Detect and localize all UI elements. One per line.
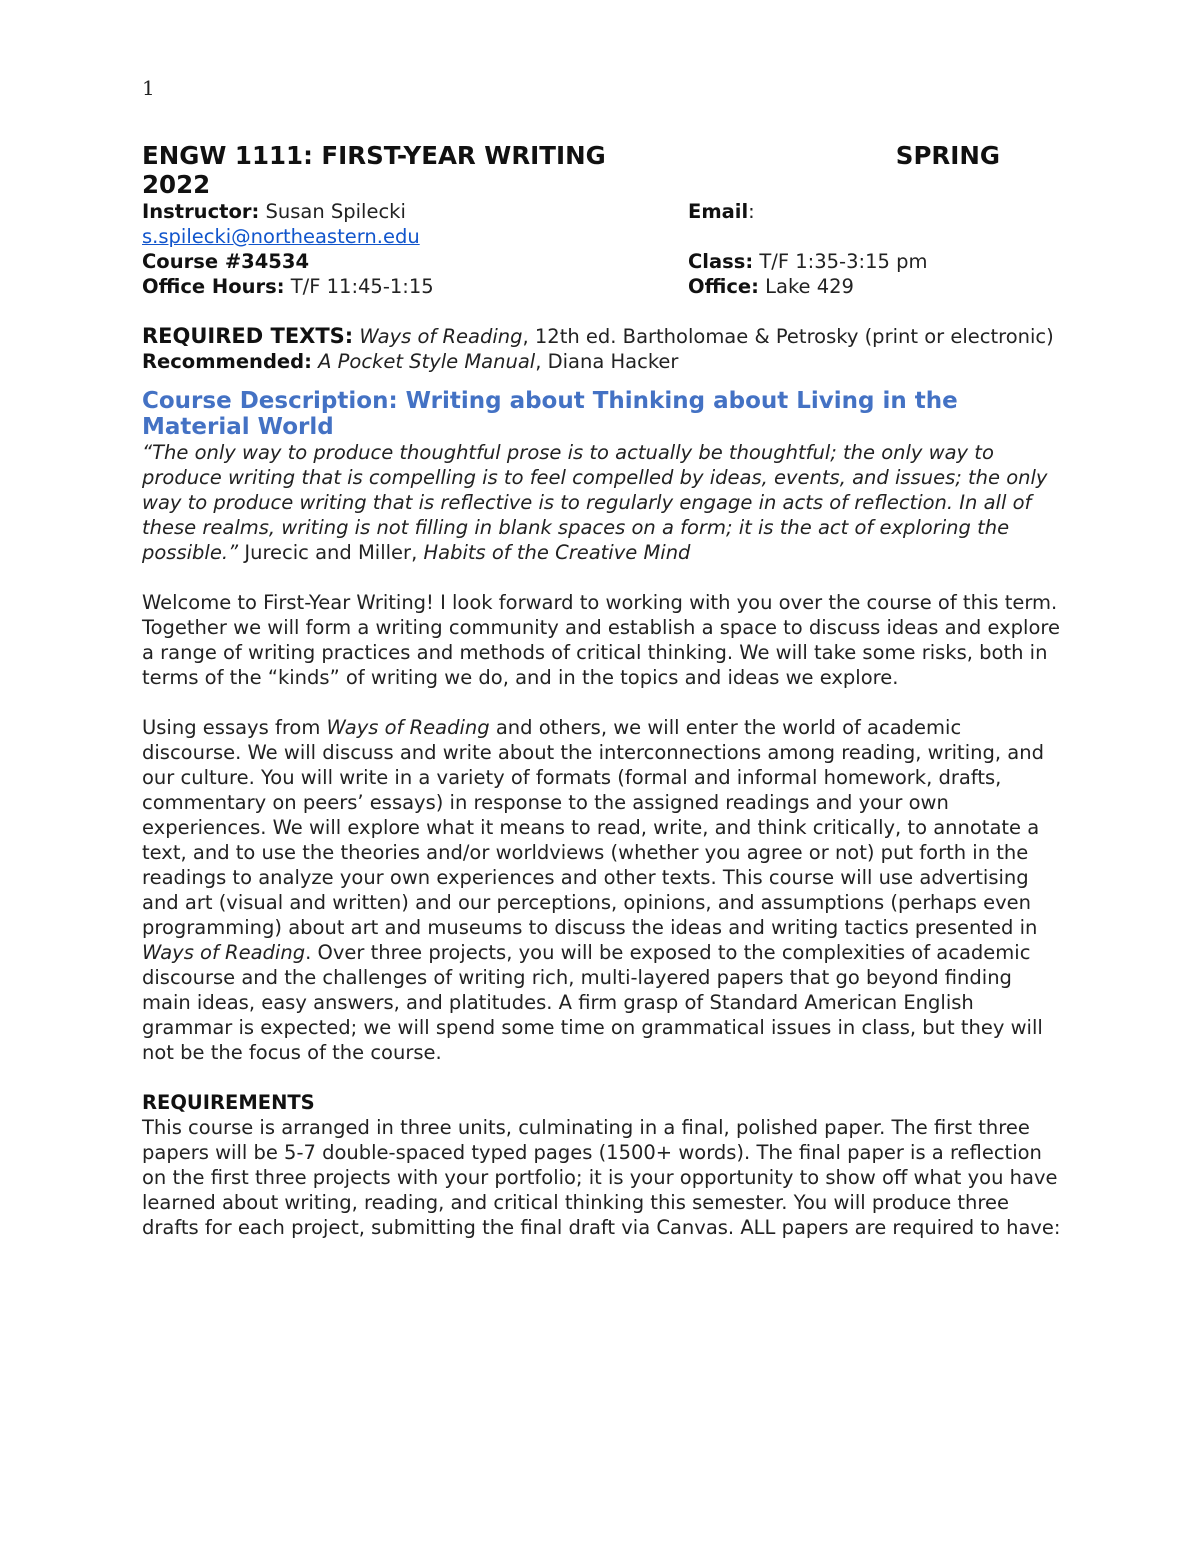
course-title-row xyxy=(142,141,1000,171)
course-title: ENGW 1111: FIRST-YEAR WRITING xyxy=(142,141,606,170)
class-time: T/F 1:35-3:15 pm xyxy=(759,250,928,273)
recommended-label: Recommended: xyxy=(142,350,312,373)
epigraph-book: Habits of the Creative Mind xyxy=(423,541,691,564)
welcome-paragraph: Welcome to First-Year Writing! I look forward to working with you over the course of this term. Together we will form a writing community and establish a space to discuss ideas and explore a range of writing practices and methods of critical thinking. We will take some risks, both in terms of the “kinds” of writing we do, and in the topics and ideas we explore. xyxy=(142,591,1060,689)
email-label: Email xyxy=(688,200,749,223)
instructor-name: Susan Spilecki xyxy=(265,200,406,223)
course-year: 2022 xyxy=(142,170,211,199)
document-body xyxy=(142,141,1062,1240)
recommended-title: A Pocket Style Manual xyxy=(318,350,536,373)
epigraph-authors: Jurecic and Miller, xyxy=(238,541,424,564)
required-text-title: Ways of Reading xyxy=(359,325,523,348)
office-row xyxy=(142,274,1062,299)
course-description-heading: Course Description: Writing about Thinking about Living in the Material World xyxy=(142,388,958,440)
page-number: 1 xyxy=(142,76,155,100)
instructor-label: Instructor: xyxy=(142,200,260,223)
email-link[interactable]: s.spilecki@northeastern.edu xyxy=(142,225,420,248)
required-texts-label: REQUIRED TEXTS: xyxy=(142,324,354,348)
description-part-1: Using essays from xyxy=(142,716,327,739)
required-texts xyxy=(142,324,1062,349)
description-paragraph xyxy=(142,715,1062,1065)
recommended-details: , Diana Hacker xyxy=(535,350,679,373)
requirements-heading: REQUIREMENTS xyxy=(142,1091,315,1114)
office-hours-value: T/F 11:45-1:15 xyxy=(290,275,434,298)
instructor-row xyxy=(142,199,1062,224)
office-hours-label: Office Hours: xyxy=(142,275,285,298)
description-book-title: Ways of Reading xyxy=(326,716,490,739)
email-row xyxy=(142,224,1062,249)
requirements-paragraph: This course is arranged in three units, culminating in a final, polished paper. The first three papers will be 5-7 double-spaced typed pages (1500+ words). The final paper is a reflection on the first three projects with your portfolio; it is your opportunity to show off what you have learned about writing, reading, and critical thinking this semester. You will produce three drafts for each project, submitting the final draft via Canvas. ALL papers are required to have: xyxy=(142,1116,1061,1239)
description-book-title-2: Ways of Reading xyxy=(142,941,306,964)
description-part-3: . Over three projects, you will be exposed to the complexities of academic discourse and the challenges of writing rich, multi-layered papers that go beyond finding main ideas, easy answers, and platitudes. A firm grasp of Standard American English grammar is expected; we will spend some time on grammatical issues in class, but they will not be the focus of the course. xyxy=(142,941,1043,1064)
required-text-details: , 12th ed. Bartholomae & Petrosky (print or electronic) xyxy=(522,325,1054,348)
epigraph-quote: “The only way to produce thoughtful prose is to actually be thoughtful; the only way to produce writing that is compelling is to feel compelled by ideas, events, and issues; the only way to produce writing that is reflective is to regularly engage in acts of reflection. In all of these realms, writing is not filling in blank spaces on a form; it is the act of exploring the possible.” xyxy=(142,441,1048,564)
office-label: Office: xyxy=(688,275,759,298)
course-row xyxy=(142,249,1062,274)
description-part-2: and others, we will enter the world of academic discourse. We will discuss and write about the interconnections among reading, writing, and our culture. You will write in a variety of formats (formal and informal homework, drafts, commentary on peers’ essays) in response to the assigned readings and your own experiences. We will explore what it means to read, write, and think critically, to annotate a text, and to use the theories and/or worldviews (whether you agree or not) put forth in the readings to analyze your own experiences and other texts. This course will use advertising and art (visual and written) and our perceptions, opinions, and assumptions (perhaps even programming) about art and museums to discuss the ideas and writing tactics presented in xyxy=(142,716,1044,939)
recommended-texts xyxy=(142,349,1062,374)
email-colon: : xyxy=(748,200,755,223)
course-term: SPRING xyxy=(895,141,1000,170)
class-label: Class: xyxy=(688,250,754,273)
epigraph xyxy=(142,440,1062,565)
course-number: Course #34534 xyxy=(142,250,310,273)
office-value: Lake 429 xyxy=(765,275,854,298)
